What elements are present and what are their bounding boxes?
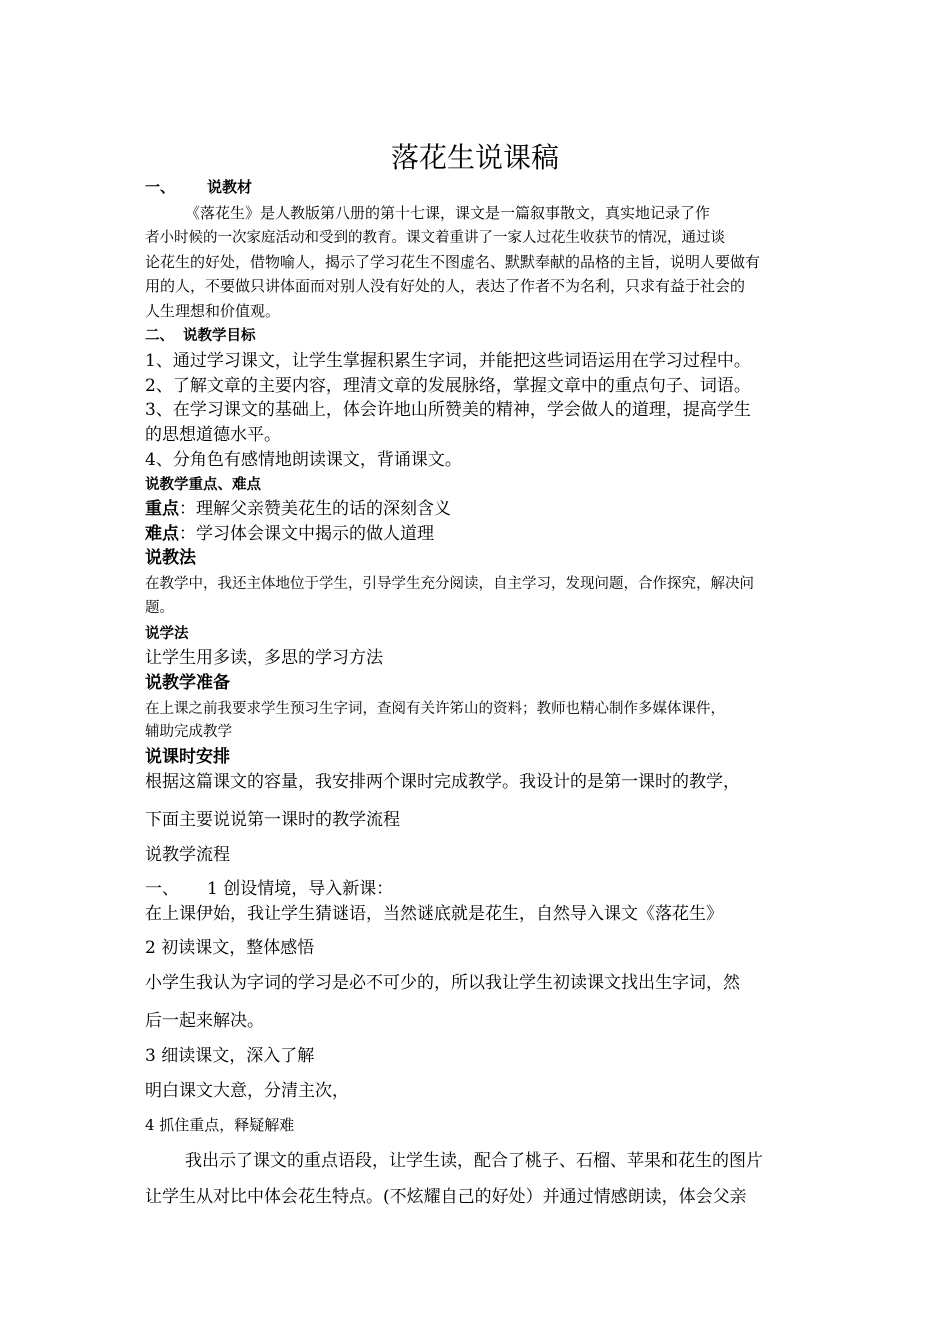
section-5-heading: 说学法 bbox=[145, 626, 189, 642]
para1-line: 人生理想和价值观。 bbox=[145, 302, 281, 320]
step3-text: 明白课文大意，分清主次， bbox=[145, 1081, 349, 1101]
prep-line: 辅助完成教学 bbox=[145, 724, 232, 740]
step2-text-line: 后一起来解决。 bbox=[145, 1011, 264, 1031]
section-7-heading: 说课时安排 bbox=[145, 747, 230, 767]
goal-line: 3、在学习课文的基础上，体会许地山所赞美的精神，学会做人的道理，提高学生 bbox=[145, 400, 751, 420]
key-point: 重点：理解父亲赞美花生的话的深刻含义 bbox=[145, 499, 451, 519]
para1-line: 用的人，不要做只讲体面而对别人没有好处的人，表达了作者不为名利，只求有益于社会的 bbox=[145, 277, 746, 295]
step2-heading: 2 初读课文，整体感悟 bbox=[145, 938, 315, 958]
step2-text-line: 小学生我认为字词的学习是必不可少的，所以我让学生初读课文找出生字词，然 bbox=[145, 973, 740, 993]
section-1-heading: 一、 说教材 bbox=[145, 178, 253, 196]
page-title: 落花生说课稿 bbox=[390, 141, 559, 174]
section-3-heading: 说教学重点、难点 bbox=[145, 477, 261, 493]
method-line: 题。 bbox=[145, 600, 174, 616]
step1-heading: 一、 1 创设情境，导入新课： bbox=[145, 879, 394, 899]
flow-heading: 说教学流程 bbox=[145, 845, 230, 865]
step4-heading: 4 抓住重点，释疑解难 bbox=[145, 1116, 295, 1134]
step3-heading: 3 细读课文，深入了解 bbox=[145, 1046, 315, 1066]
schedule-line: 下面主要说说第一课时的教学流程 bbox=[145, 810, 400, 830]
method-line: 在教学中，我还主体地位于学生，引导学生充分阅读，自主学习，发现问题，合作探究，解决问 bbox=[145, 576, 754, 592]
goal-line: 4、分角色有感情地朗读课文，背诵课文。 bbox=[145, 450, 462, 470]
difficulty-point: 难点：学习体会课文中揭示的做人道理 bbox=[145, 524, 434, 544]
schedule-line: 根据这篇课文的容量，我安排两个课时完成教学。我设计的是第一课时的教学， bbox=[145, 772, 740, 792]
goal-line: 2、了解文章的主要内容，理清文章的发展脉络，掌握文章中的重点句子、词语。 bbox=[145, 376, 751, 396]
para1-line: 论花生的好处，借物喻人，揭示了学习花生不图虚名、默默奉献的品格的主旨，说明人要做有 bbox=[145, 253, 761, 271]
section-6-heading: 说教学准备 bbox=[145, 673, 230, 693]
section-4-heading: 说教法 bbox=[145, 548, 196, 568]
learning-line: 让学生用多读，多思的学习方法 bbox=[145, 648, 383, 668]
step4-text-line: 我出示了课文的重点语段，让学生读，配合了桃子、石榴、苹果和花生的图片 bbox=[185, 1151, 763, 1171]
para1-line: 《落花生》是人教版第八册的第十七课，课文是一篇叙事散文，真实地记录了作 bbox=[185, 204, 711, 222]
section-2-heading: 二、 说教学目标 bbox=[145, 328, 256, 344]
para1-line: 者小时候的一次家庭活动和受到的教育。课文着重讲了一家人过花生收获节的情况，通过谈 bbox=[145, 230, 725, 246]
step1-text: 在上课伊始，我让学生猜谜语，当然谜底就是花生，自然导入课文《落花生》 bbox=[145, 904, 723, 924]
prep-line: 在上课之前我要求学生预习生字词，查阅有关许笫山的资料；教师也精心制作多媒体课件， bbox=[145, 701, 725, 717]
step4-text-line: 让学生从对比中体会花生特点。(不炫耀自己的好处）并通过情感朗读，体会父亲 bbox=[145, 1187, 747, 1207]
goal-line: 的思想道德水平。 bbox=[145, 425, 281, 445]
goal-line: 1、通过学习课文，让学生掌握积累生字词，并能把这些词语运用在学习过程中。 bbox=[145, 351, 751, 371]
